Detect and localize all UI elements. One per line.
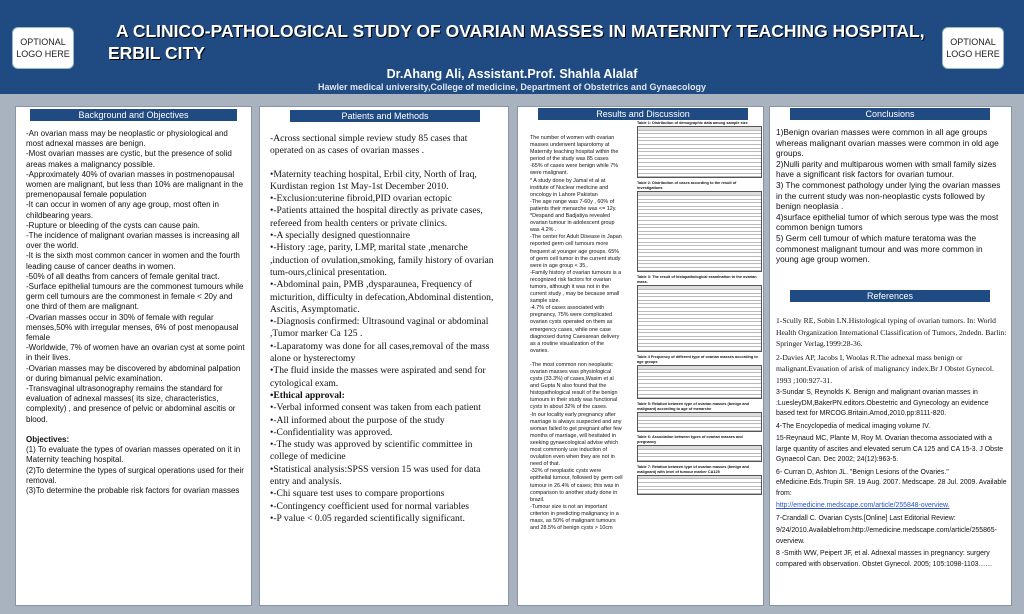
background-paragraph: -It is the sixth most common cancer in women and the fourth leading cause of cancer deaths in women. [26, 251, 240, 271]
methods-item: •-Abdominal pain, PMB ,dysparaunea, Frequency of micturition, difficulty in defecation,Abdominal distention, Ascitis, Asymptomatic. [270, 279, 494, 315]
results-paragraph: * A study done by Jamal et al at institute of Nuclear medicine and oncology in Lahore Pakistan [530, 177, 609, 198]
conclusion-item: 3) The commonest pathology under lying the ovarian masses in the current study was non-neoplastic cysts followed by benign neoplasia . [776, 179, 1001, 212]
conclusions-heading: Conclusions [790, 108, 990, 120]
results-table [637, 475, 762, 495]
table-caption: Table 3: The result of histopathological examination to the ovarian mass. [637, 275, 757, 285]
methods-item: •-Diagnosis confirmed: Ultrasound vaginal or abdominal ,Tumor marker Ca 125 . [270, 316, 489, 340]
reference-item: 4-The Encyclopedia of medical imaging volume IV. [776, 422, 931, 430]
methods-item: •-A specially designed questionnaire [270, 230, 411, 242]
table-caption: Table 6: Association between types of ovarian masses and pregnancy [637, 435, 743, 445]
ethical-item: •-Verbal informed consent was taken from each patient [270, 402, 481, 414]
methods-item: •-Patients attained the hospital directly as private cases, refereed from health centers or private clinics. [270, 205, 483, 229]
table-caption: Table 5: Relation between type of ovarian masses (benign and malignant) according to age of menarche [637, 402, 749, 412]
ethical-item: •-All informed about the purpose of the study [270, 414, 445, 426]
ethical-item: •-The study was approved by scientific committee in college of medicine [270, 439, 473, 463]
background-body [16, 129, 253, 496]
background-paragraph: -Approximately 40% of ovarian masses in postmenopausal women are malignant, but less than 10% are malignant in the premenopausal female population [26, 169, 244, 200]
results-paragraph: -The most common non neoplastic ovarian masses was physiological cysts (33.3%) of cases,Wasim et al and Gupta N also found that the histopathological result of the benign tumours in their study was functional cysts in about 32% of the cases. [530, 361, 618, 411]
table-row [638, 457, 761, 461]
ethical-approval-label: •Ethical approval: [270, 389, 345, 401]
background-paragraph: -Rupture or bleeding of the cysts can cause pain. [26, 220, 200, 230]
background-paragraph: -Ovarian masses occur in 30% of female with regular menses,50% with irregular menses, 6% of post menopausal female [26, 312, 239, 343]
affiliation: Hawler medical university,College of medicine, Department of Obstetrics and Gynaecology [318, 82, 706, 92]
reference-item: 9/24/2010.Availablefrom:http://emedicine.medscape.com/article/255865-overview. [776, 527, 997, 545]
references-body [770, 315, 1013, 572]
table-row [638, 395, 761, 399]
conclusion-item: 4)surface epithelial tumor of which serous type was the most common benign tumors [776, 211, 999, 233]
table-caption: Table 2: Distribution of cases according to the result of investigations [637, 181, 737, 191]
methods-item: •-Exclusion:uterine fibroid,PID ovarian ectopic [270, 193, 452, 205]
conclusion-item: 2)Nulli parity and multiparous women with small family sizes have a significant risk factors for ovarian tumour. [776, 158, 997, 180]
results-paragraph: -32% of neoplastic cysts were epithelial tumour, followed by germ cell tumour in 26.4% of cases; this was in comparison to another study done in brazil. [530, 468, 623, 503]
reference-item: 6- Curran D, Ashton JL. "Benign Lesions of the Ovaries." eMedicine.Eds.Trupin SR. 19 Aug. 2007. Medscape. 28 Jul. 2009. Available from: [776, 468, 1007, 497]
reference-item: 1-Scully RE, Sobin LN.Histological typing of ovarian tumors. In: World Health Organization International Classification of Tumors, 2ndedn. Barlin: Springer Verlag.1999:28-36. [776, 316, 1007, 348]
background-heading: Background and Objectives [30, 109, 237, 121]
table-row [638, 347, 761, 351]
results-paragraph: -In our locality early pregnancy after marriage is always suspected and any woman failed to get pregnant after few months of marriage, will hesitated in seeking gynaecological advise which most commonly use induction of ovulation even when they are not in need of that. [530, 411, 622, 468]
methods-item: •Maternity teaching hospital, Erbil city, North of Iraq, Kurdistan region 1st May-1st December 2010. [270, 168, 477, 192]
background-paragraph: -50% of all deaths from cancers of female genital tract. [26, 271, 220, 281]
conclusions-body [770, 127, 1013, 265]
objective-item: (1) To evaluate the types of ovarian masses operated on it in Maternity teaching hospital. [26, 445, 241, 465]
background-paragraph: -Worldwide, 7% of women have an ovarian cyst at some point in their lives. [26, 343, 245, 363]
results-tables [637, 121, 762, 601]
results-body [518, 135, 628, 532]
objective-item: (3)To determine the probable risk factors for ovarian masses [26, 485, 240, 495]
reference-item: 7-Crandall C. Ovarian Cysts.[Online] Last Editorial Review: [776, 514, 956, 522]
table-row [638, 490, 761, 494]
methods-item: •-Laparatomy was done for all cases,removal of the mass alone or hysterectomy [270, 340, 490, 365]
results-paragraph: The number of women with ovarian masses underwent laparotomy at Maternity teaching hospital within the period of the study was 85 cases [530, 135, 619, 163]
poster-title: A CLINICO-PATHOLOGICAL STUDY OF OVARIAN MASSES IN MATERNITY TEACHING HOSPITAL, ERBIL CITY [108, 21, 925, 63]
background-paragraph: -An ovarian mass may be neoplastic or physiological and most adnexal masses are benign. [26, 129, 228, 149]
ethical-item: •Statistical analysis:SPSS version 15 was used for data entry and analysis. [270, 463, 481, 488]
results-paragraph: -4.7% of cases associated with pregnancy, 75% were complicated ovarian cysts operated on them as emergency cases, while one case diagnosed during Caesarean delivery as a routine visualization of the ovaries. [530, 305, 620, 354]
results-table [637, 445, 762, 461]
reference-item [776, 501, 1007, 512]
reference-item: 8 -Smith WW, Peipert JF, et al. Adnexal masses in pregnancy: surgery compared with observation. Obstet Gynecol. 2005; 105:1098-1103…… [776, 550, 993, 568]
results-paragraph: -Family history of ovarian tumours is a recognized risk factors for ovarian tumors, although it was not in the current study , may be because small sample size. [530, 269, 622, 305]
ethical-item: •-Contingency coefficient used for normal variables [270, 500, 469, 512]
background-panel [15, 106, 252, 606]
table-row [638, 428, 761, 432]
results-paragraph: -The center for Adult Disease in Japan reported germ cell tumours more frequent at younger age groups. 65% of germ cell tumor in the current study were in age group < 35,. [530, 234, 622, 269]
ethical-item: •-P value < 0.05 regarded scientifically significant. [270, 512, 465, 524]
results-table [637, 365, 762, 399]
reference-item: 15-Reynaud MC, Plante M, Roy M. Ovarian thecoma associated with a large quantity of ascites and elevated serum CA 125 and CA 15-3. J Obste Gynaecol Can. Dec 2002; 24(12):963-5. [776, 435, 1004, 463]
ethical-item: •-Confidentiality was approved. [270, 426, 393, 438]
logo-left-placeholder: OPTIONAL LOGO HERE [12, 27, 74, 69]
background-paragraph: -Ovarian masses may be discovered by abdominal palpation or during bimanual pelvic examination. [26, 363, 241, 383]
methods-item: •-History :age, parity, LMP, marital state ,menarche ,induction of ovulation,smoking, family history of ovarian tum-ours,clinical presentation. [270, 242, 494, 278]
results-heading: Results and Discussion [538, 108, 748, 120]
methods-panel [259, 106, 509, 606]
results-paragraph: *Despand and Badjatiya revealed ovarian tumour in adolescent group was 4.2% . [530, 213, 615, 234]
objectives-label: Objectives: [26, 434, 70, 444]
reference-item: 3-Sundar S, Reynolds K. Benign and malignant ovarian masses in :LuesleyDM,BakerPN.editors.Obestetric and Gynecology an evidence based text for MRCOG.Britain.Amod,2010.pp:8111-820. [776, 389, 989, 417]
conclusions-panel [769, 106, 1012, 606]
results-paragraph: -The age range was 7-60y , 60% of patients their menarche was <= 12y. [530, 198, 617, 212]
reference-item: 2-Davies AP, Jacobs I, Woolas R.The adnexal mass benign or malignant.Evauation of arisk of malignancy index.Br J Obstet Gynecol. 1993 ;100:927-31. [776, 352, 994, 385]
ethical-item: •-Chi square test uses to compare proportions [270, 488, 445, 500]
methods-intro: -Across sectional simple review study 85 cases that operated on as cases of ovarian masses . [270, 133, 468, 157]
methods-body [260, 133, 510, 525]
background-paragraph: -It can occur in women of any age group, most often in childbearing years. [26, 200, 219, 220]
logo-right-placeholder: OPTIONAL LOGO HERE [942, 27, 1004, 69]
table-row [638, 174, 761, 178]
results-table [637, 412, 762, 432]
conclusion-item: 5) Germ cell tumour of which mature teratoma was the commonest malignant tumour and was more common in young age group women. [776, 232, 983, 265]
methods-item: •The fluid inside the masses were aspirated and send for cytological exam. [270, 365, 486, 389]
table-caption: Table 7: Relation between type of ovarian masses (benign and malignant) with level of tumour marker CA125 [637, 464, 749, 474]
table-caption: Table 4 Frequency of different type of ovarian masses according to age groups [637, 355, 758, 365]
methods-heading: Patients and Methods [290, 110, 480, 122]
reference-link[interactable]: http://emedicine.medscape.com/article/255848-overview. [776, 502, 950, 509]
results-paragraph: -65% of cases were benign while 7% were malignant. [530, 163, 619, 177]
table-caption: Table 1: Distribution of demographic data among sample size [637, 121, 748, 125]
results-table [637, 126, 762, 178]
background-paragraph: -The incidence of malignant ovarian masses is increasing all over the world. [26, 231, 240, 251]
table-row [638, 268, 761, 272]
objective-item: (2)To determine the types of surgical operations used for their removal. [26, 465, 244, 485]
results-table [637, 285, 762, 352]
background-paragraph: -Transvaginal ultrasonography remains the standard for evaluation of adnexal masses( its size, characteristics, complexity) , and presence of pelvic or abdominal ascitis or blood. [26, 384, 236, 424]
conclusion-item: 1)Benign ovarian masses were common in all age groups whereas malignant ovarian masses were common in old age groups. [776, 127, 999, 159]
authors: Dr.Ahang Ali, Assistant.Prof. Shahla Alalaf [386, 67, 638, 81]
poster-header [0, 0, 1024, 94]
results-paragraph: -Tumour size is not an important criterion in predicting malignancy in a mass, as 50% of malignant tumours and 28.5% of benign cysts > 10cm [530, 503, 619, 532]
references-heading: References [790, 290, 990, 302]
results-table [637, 191, 762, 272]
background-paragraph: -Surface epithelial tumours are the commonest tumours while germ cell tumours are the commonest in female < 20y and one third of them are malignant. [26, 282, 244, 312]
background-paragraph: -Most ovarian masses are cystic, but the presence of solid areas makes a malignancy possible. [26, 149, 232, 169]
results-panel [517, 106, 764, 606]
